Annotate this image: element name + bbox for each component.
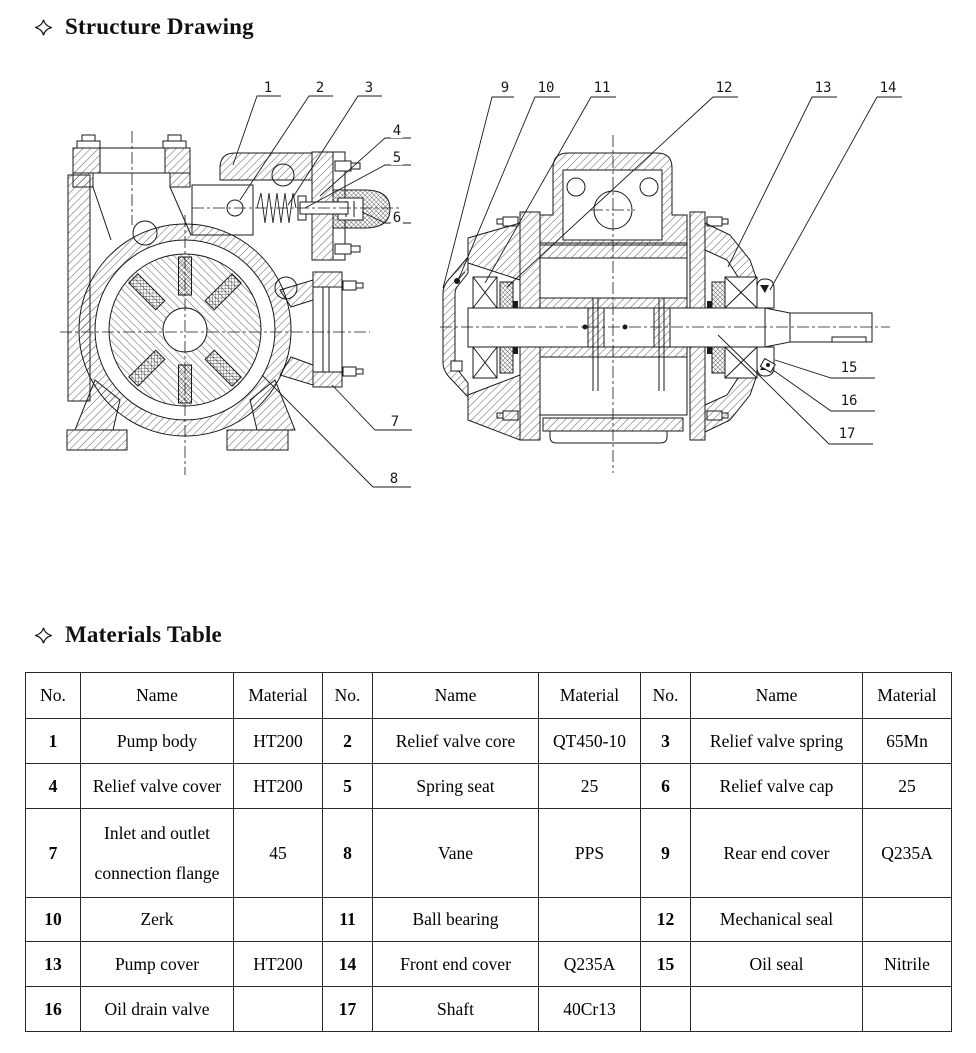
table-row [26,809,952,898]
part-name: Inlet and outlet connection flange [81,809,234,898]
part-no: 15 [641,942,691,987]
callout-label-5: 5 [392,150,402,166]
callout-label-8: 8 [389,471,399,487]
part-name: Relief valve cover [81,764,234,809]
part-no [641,987,691,1032]
part-material [539,898,641,942]
materials-table [25,672,952,1032]
callout-label-11: 11 [593,80,611,96]
part-name: Oil seal [691,942,863,987]
part-material: HT200 [234,719,323,764]
suction-flange [73,131,190,225]
materials-table-heading [35,622,222,648]
part-no: 14 [323,942,373,987]
table-row [26,764,952,809]
callout-label-9: 9 [500,80,510,96]
part-name: Oil drain valve [81,987,234,1032]
part-name: Rear end cover [691,809,863,898]
part-no: 8 [323,809,373,898]
part-no: 1 [26,719,81,764]
part-name: Relief valve spring [691,719,863,764]
part-no: 7 [26,809,81,898]
part-no: 2 [323,719,373,764]
table-row [26,987,952,1032]
callout-label-16: 16 [840,393,858,409]
table-row [26,898,952,942]
part-name: Ball bearing [373,898,539,942]
col-header: Name [81,673,234,719]
callout-label-17: 17 [838,426,856,442]
callout-label-13: 13 [814,80,832,96]
part-name: Mechanical seal [691,898,863,942]
part-no: 6 [641,764,691,809]
col-header: No. [26,673,81,719]
callout-label-10: 10 [537,80,555,96]
part-material [234,987,323,1032]
part-no: 3 [641,719,691,764]
part-material: 25 [539,764,641,809]
part-no: 10 [26,898,81,942]
callout-label-15: 15 [840,360,858,376]
callout-label-3: 3 [364,80,374,96]
part-material [234,898,323,942]
part-material [863,987,952,1032]
top-port-dome [540,153,687,258]
part-material: 65Mn [863,719,952,764]
part-name: Relief valve cap [691,764,863,809]
section-title: Structure Drawing [65,14,254,39]
discharge-flange [280,272,363,387]
col-header: Name [373,673,539,719]
part-material: Q235A [539,942,641,987]
part-name [691,987,863,1032]
part-name: Front end cover [373,942,539,987]
col-header: Material [863,673,952,719]
part-no: 4 [26,764,81,809]
col-header: No. [641,673,691,719]
part-name: Pump body [81,719,234,764]
part-material [863,898,952,942]
part-name: Vane [373,809,539,898]
col-header: Name [691,673,863,719]
part-material: 40Cr13 [539,987,641,1032]
structure-drawing-side-section [435,75,960,495]
structure-drawing-heading [35,14,254,40]
part-material: Nitrile [863,942,952,987]
part-no: 13 [26,942,81,987]
part-no: 17 [323,987,373,1032]
four-pointed-star-icon [35,627,52,644]
table-row [26,942,952,987]
callout-label-1: 1 [263,80,273,96]
part-name: Relief valve core [373,719,539,764]
part-material: HT200 [234,942,323,987]
table-row [26,719,952,764]
part-no: 12 [641,898,691,942]
callout-label-6: 6 [392,210,402,226]
callout-label-7: 7 [390,414,400,430]
callout-label-14: 14 [879,80,897,96]
callout-label-12: 12 [715,80,733,96]
part-name: Zerk [81,898,234,942]
part-name: Shaft [373,987,539,1032]
part-material: 45 [234,809,323,898]
part-no: 5 [323,764,373,809]
four-pointed-star-icon [35,19,52,36]
part-name: Pump cover [81,942,234,987]
table-header-row [26,673,952,719]
part-material: 25 [863,764,952,809]
part-no: 9 [641,809,691,898]
part-material: QT450-10 [539,719,641,764]
part-material: Q235A [863,809,952,898]
section-title: Materials Table [65,622,222,647]
col-header: Material [539,673,641,719]
part-no: 11 [323,898,373,942]
callout-label-2: 2 [315,80,325,96]
col-header: No. [323,673,373,719]
part-name: Spring seat [373,764,539,809]
callout-label-4: 4 [392,123,402,139]
structure-drawing-front-section [55,75,425,515]
col-header: Material [234,673,323,719]
part-no: 16 [26,987,81,1032]
part-material: HT200 [234,764,323,809]
part-material: PPS [539,809,641,898]
